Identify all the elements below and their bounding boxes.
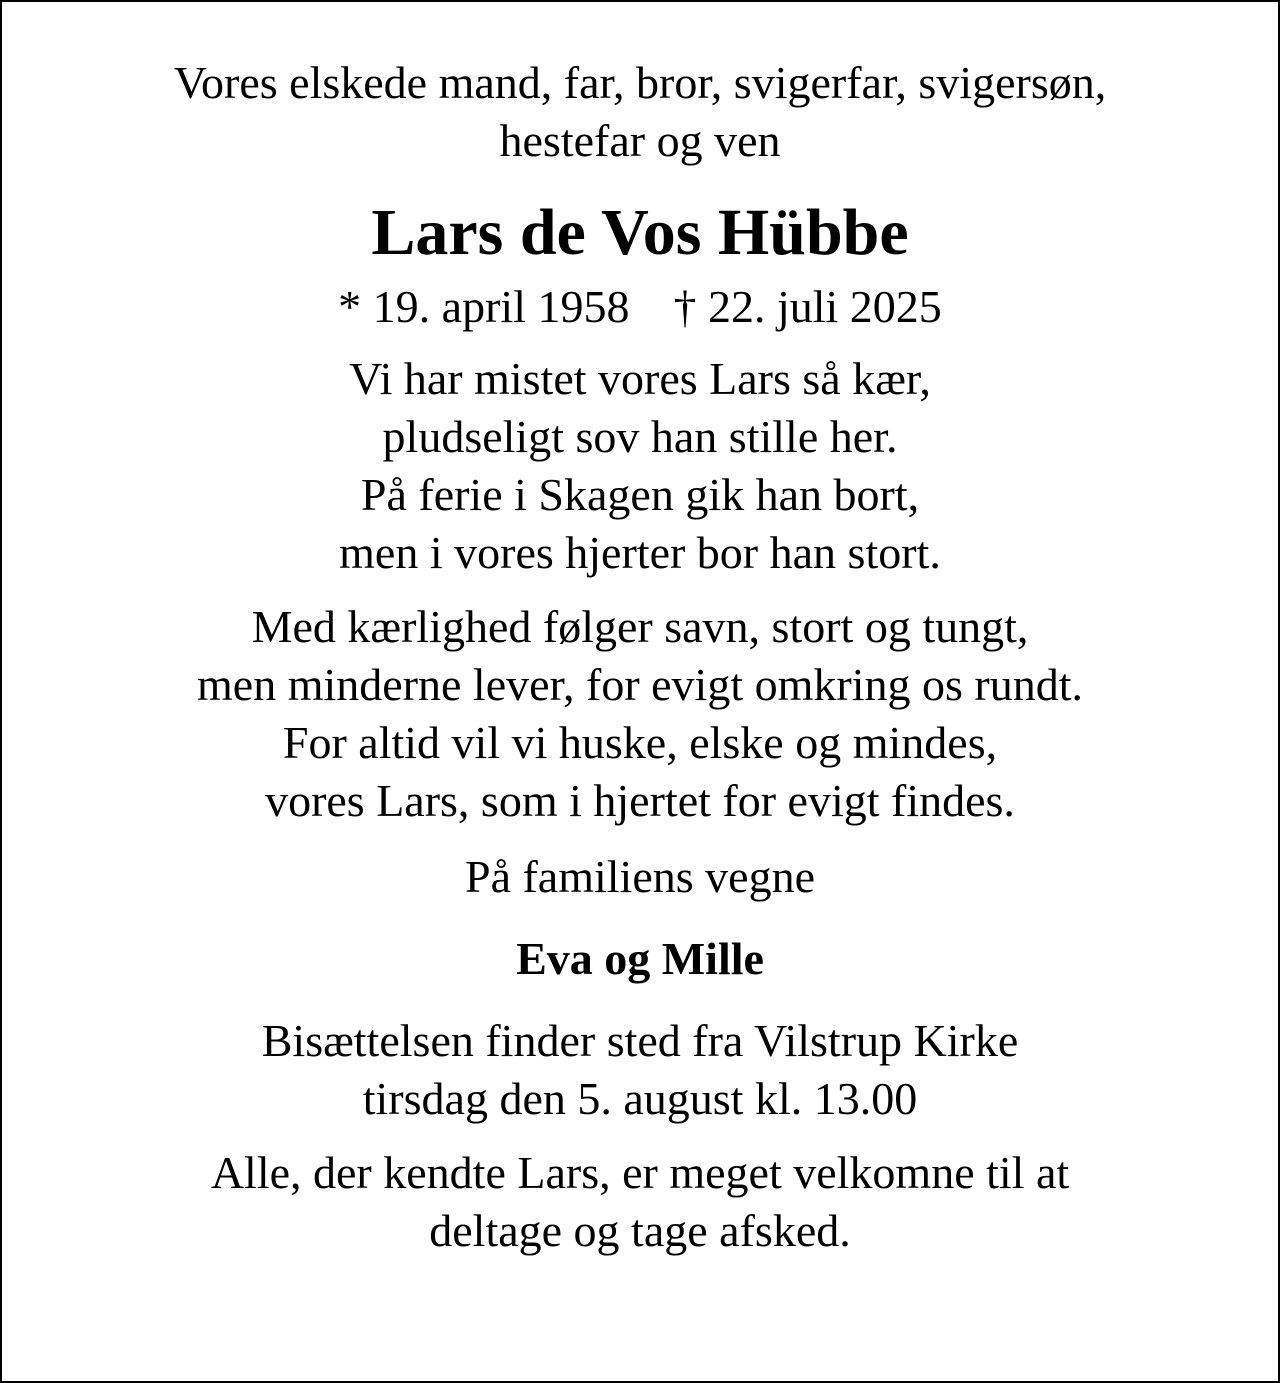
- funeral-info: [2, 1012, 1278, 1128]
- poem-line: pludseligt sov han stille her.: [382, 411, 898, 462]
- poem-stanza-1: [2, 350, 1278, 582]
- closing-text: [2, 1144, 1278, 1260]
- deceased-name: Lars de Vos Hübbe: [371, 196, 909, 269]
- poem-stanza-2: [2, 598, 1278, 830]
- cross-icon: †: [673, 281, 697, 332]
- poem-line: men i vores hjerter bor han stort.: [339, 527, 941, 578]
- intro-text: [2, 54, 1278, 170]
- funeral-line-2: tirsdag den 5. august kl. 13.00: [362, 1073, 918, 1124]
- funeral-line-1: Bisættelsen finder sted fra Vilstrup Kirke: [261, 1015, 1019, 1066]
- intro-line-1: Vores elskede mand, far, bror, svigerfar, svigersøn,: [173, 57, 1107, 108]
- poem-line: vores Lars, som i hjertet for evigt findes.: [265, 775, 1015, 826]
- obituary-content: [2, 54, 1278, 1260]
- birth-date: 19. april 1958: [372, 281, 630, 332]
- intro-line-2: hestefar og ven: [499, 115, 781, 166]
- poem-line: For altid vil vi huske, elske og mindes,: [282, 717, 998, 768]
- poem-line: Med kærlighed følger savn, stort og tungt,: [251, 601, 1029, 652]
- poem-line: På ferie i Skagen gik han bort,: [360, 469, 920, 520]
- birth-star-icon: *: [338, 281, 362, 332]
- poem-line: Vi har mistet vores Lars så kær,: [349, 353, 931, 404]
- signers: Eva og Mille: [516, 933, 764, 984]
- closing-line-1: Alle, der kendte Lars, er meget velkomne til at: [210, 1147, 1070, 1198]
- closing-line-2: deltage og tage afsked.: [429, 1205, 851, 1256]
- on-behalf-text: På familiens vegne: [464, 851, 815, 902]
- poem-line: men minderne lever, for evigt omkring os rundt.: [197, 659, 1083, 710]
- death-date: 22. juli 2025: [707, 281, 942, 332]
- life-dates: [2, 278, 1278, 336]
